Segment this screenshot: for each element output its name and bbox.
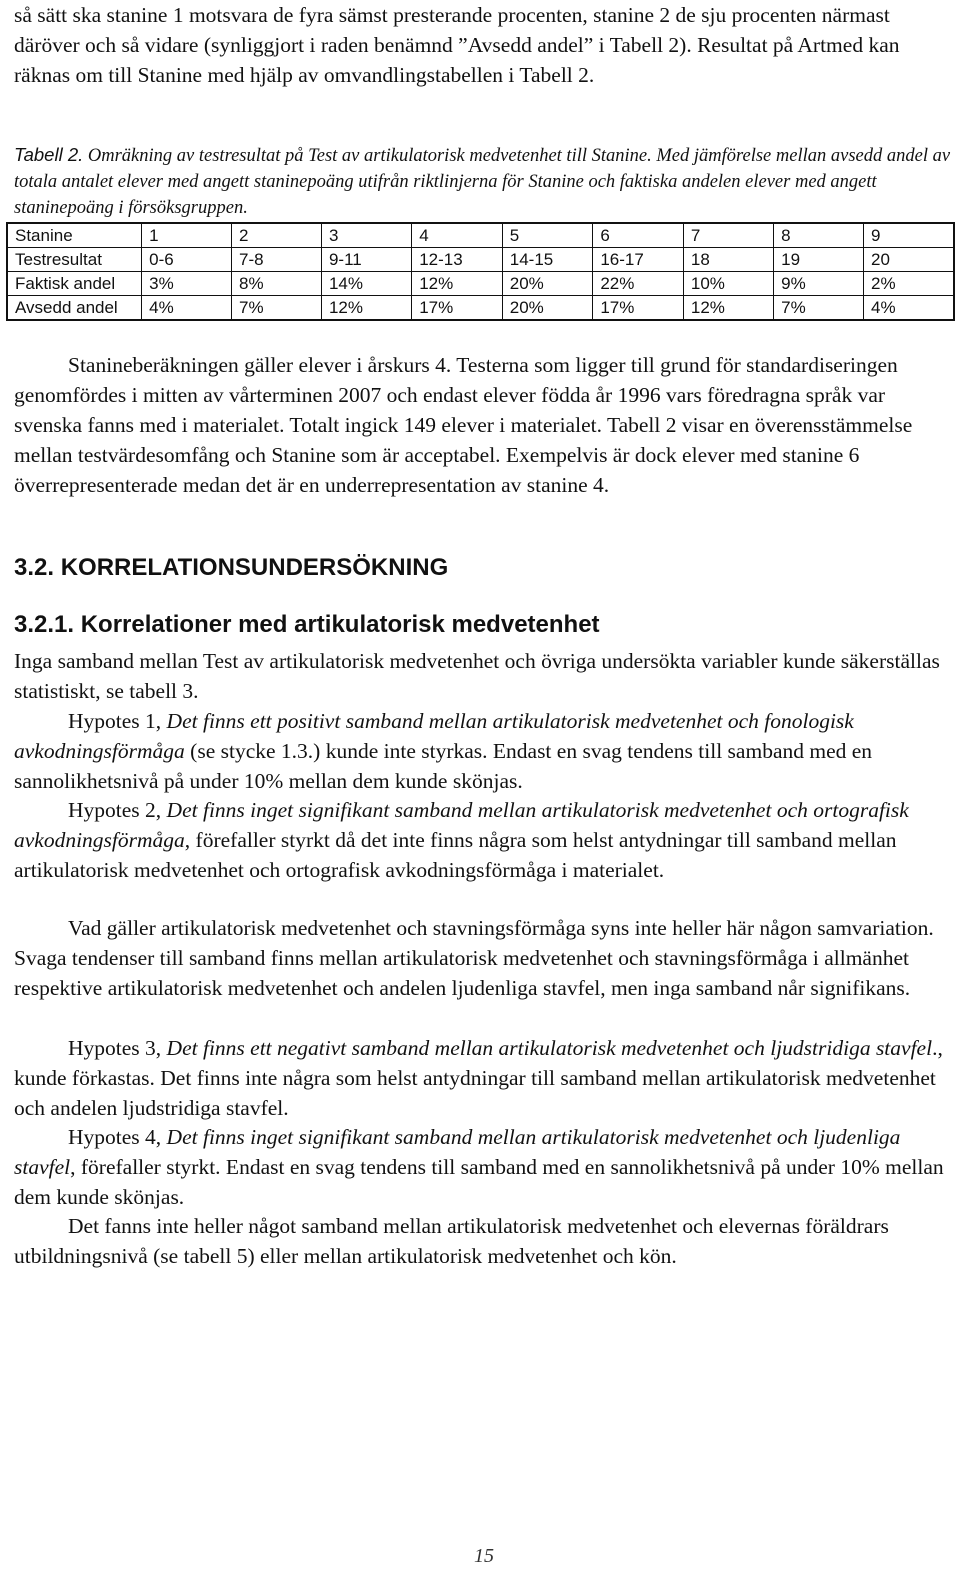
row-label: Testresultat: [7, 248, 142, 272]
table-row: [7, 223, 954, 248]
final-paragraph: Det fanns inte heller något samband mellan artikulatorisk medvetenhet och elevernas föräldrars utbildningsnivå (se tabell 5) eller mellan artikulatorisk medvetenhet och kön.: [14, 1214, 889, 1268]
hypothesis-1-pre: Hypotes 1,: [68, 709, 167, 733]
table-row: [7, 296, 954, 321]
spelling-paragraph: Vad gäller artikulatorisk medvetenhet och stavningsförmåga syns inte heller här någon samvariation. Svaga tendenser till samband finns mellan artikulatorisk medvetenhet och stavningsförmåga i allmänhet respektive artikulatorisk medvetenhet och andelen ljudenliga stavfel, men inga samband når signifikans.: [14, 916, 934, 1000]
page-number: 15: [474, 1545, 494, 1567]
table-cell: 4%: [142, 296, 232, 321]
hypothesis-4-pre: Hypotes 4,: [68, 1125, 167, 1149]
table-cell: 14-15: [502, 248, 593, 272]
hypothesis-4-statement: Det finns inget signifikant samband mellan artikulatorisk medvetenhet och ljudenliga stavfel: [14, 1125, 901, 1179]
table-cell: 10%: [683, 272, 773, 296]
hypothesis-2-post: , förefaller styrkt då det inte finns några som helst antydningar till samband mellan artikulatorisk medvetenhet och ortografisk avkodningsförmåga i materialet.: [14, 828, 897, 882]
hypothesis-3-pre: Hypotes 3,: [68, 1036, 167, 1060]
table-row: [7, 272, 954, 296]
hypothesis-3-statement: Det finns ett negativt samband mellan artikulatorisk medvetenhet och ljudstridiga stavfel: [166, 1036, 933, 1060]
table-cell: 9-11: [321, 248, 411, 272]
table-cell: 9%: [774, 272, 864, 296]
table-cell: 12%: [321, 296, 411, 321]
table-row: [7, 248, 954, 272]
row-label: Stanine: [7, 223, 142, 248]
hypothesis-2-pre: Hypotes 2,: [68, 798, 167, 822]
table-cell: 8: [774, 223, 864, 248]
table-cell: 12%: [683, 296, 773, 321]
table-caption: [14, 142, 954, 221]
table-cell: 7%: [232, 296, 322, 321]
table-cell: 4: [412, 223, 503, 248]
table-cell: 20: [864, 248, 954, 272]
table-cell: 17%: [593, 296, 684, 321]
table-cell: 7-8: [232, 248, 322, 272]
hypothesis-4-post: , förefaller styrkt. Endast en svag tendens till samband med en sannolikhetsnivå på under 10% mellan dem kunde skönjas.: [14, 1155, 944, 1209]
table-cell: 4%: [864, 296, 954, 321]
correlation-intro-paragraph: Inga samband mellan Test av artikulatorisk medvetenhet och övriga undersökta variabler kunde säkerställas statistiskt, se tabell 3.: [14, 649, 940, 703]
row-label: Faktisk andel: [7, 272, 142, 296]
table-cell: 20%: [502, 272, 593, 296]
table-cell: 3%: [142, 272, 232, 296]
stanine-table: [6, 222, 955, 321]
table-cell: 9: [864, 223, 954, 248]
table-caption-lead: Tabell 2.: [14, 144, 84, 165]
table-cell: 1: [142, 223, 232, 248]
hypothesis-2-paragraph: [14, 795, 954, 885]
hypothesis-1-post: (se stycke 1.3.) kunde inte styrkas. Endast en svag tendens till samband med en sannolikhetsnivå på under 10% mellan dem kunde skönjas.: [14, 739, 873, 793]
table-cell: 22%: [593, 272, 684, 296]
subsection-heading: 3.2.1. Korrelationer med artikulatorisk medvetenhet: [14, 611, 600, 638]
table-cell: 14%: [321, 272, 411, 296]
table-cell: 8%: [232, 272, 322, 296]
table-cell: 20%: [502, 296, 593, 321]
table-caption-text: Omräkning av testresultat på Test av artikulatorisk medvetenhet till Stanine. Med jämförelse mellan avsedd andel av totala antalet elever med angett staninepoäng utifrån riktlinjerna för Stanine och faktiska andelen elever med angett staninepoäng i försöksgruppen.: [14, 146, 951, 218]
table-cell: 0-6: [142, 248, 232, 272]
intro-paragraph: så sätt ska stanine 1 motsvara de fyra sämst presterande procenten, stanine 2 de sju procenten närmast däröver och så vidare (synliggjort i raden benämnd ”Avsedd andel” i Tabell 2). Resultat på Artmed kan räknas om till Stanine med hjälp av omvandlingstabellen i Tabell 2.: [14, 3, 900, 87]
hypothesis-4-paragraph: [14, 1122, 954, 1212]
table-cell: 5: [502, 223, 593, 248]
section-heading: 3.2. KORRELATIONSUNDERSÖKNING: [14, 554, 449, 581]
table-cell: 17%: [412, 296, 503, 321]
row-label: Avsedd andel: [7, 296, 142, 321]
table-cell: 3: [321, 223, 411, 248]
table-cell: 2: [232, 223, 322, 248]
table-cell: 2%: [864, 272, 954, 296]
table-cell: 18: [683, 248, 773, 272]
hypothesis-1-paragraph: [14, 706, 954, 796]
hypothesis-3-paragraph: [14, 1033, 954, 1123]
table-cell: 12%: [412, 272, 503, 296]
table-cell: 12-13: [412, 248, 503, 272]
table-cell: 7: [683, 223, 773, 248]
table-cell: 7%: [774, 296, 864, 321]
hypothesis-1-statement: Det finns ett positivt samband mellan artikulatorisk medvetenhet och fonologisk avkodningsförmåga: [14, 709, 854, 763]
hypothesis-3-post: ., kunde förkastas. Det finns inte några som helst antydningar till samband mellan artikulatorisk medvetenhet och andelen ljudstridiga stavfel.: [14, 1036, 943, 1120]
hypothesis-2-statement: Det finns inget signifikant samband mellan artikulatorisk medvetenhet och ortografisk avkodningsförmåga: [14, 798, 909, 852]
table-cell: 6: [593, 223, 684, 248]
table-cell: 19: [774, 248, 864, 272]
stanine-paragraph: Stanineberäkningen gäller elever i årskurs 4. Testerna som ligger till grund för standardiseringen genomfördes i mitten av vårterminen 2007 och endast elever födda år 1996 vars föredragna språk var svenska fanns med i materialet. Totalt ingick 149 elever i materialet. Tabell 2 visar en överensstämmelse mellan testvärdesomfång och Stanine som är acceptabel. Exempelvis är dock elever med stanine 6 överrepresenterade medan det är en underrepresentation av stanine 4.: [14, 353, 913, 497]
table-cell: 16-17: [593, 248, 684, 272]
